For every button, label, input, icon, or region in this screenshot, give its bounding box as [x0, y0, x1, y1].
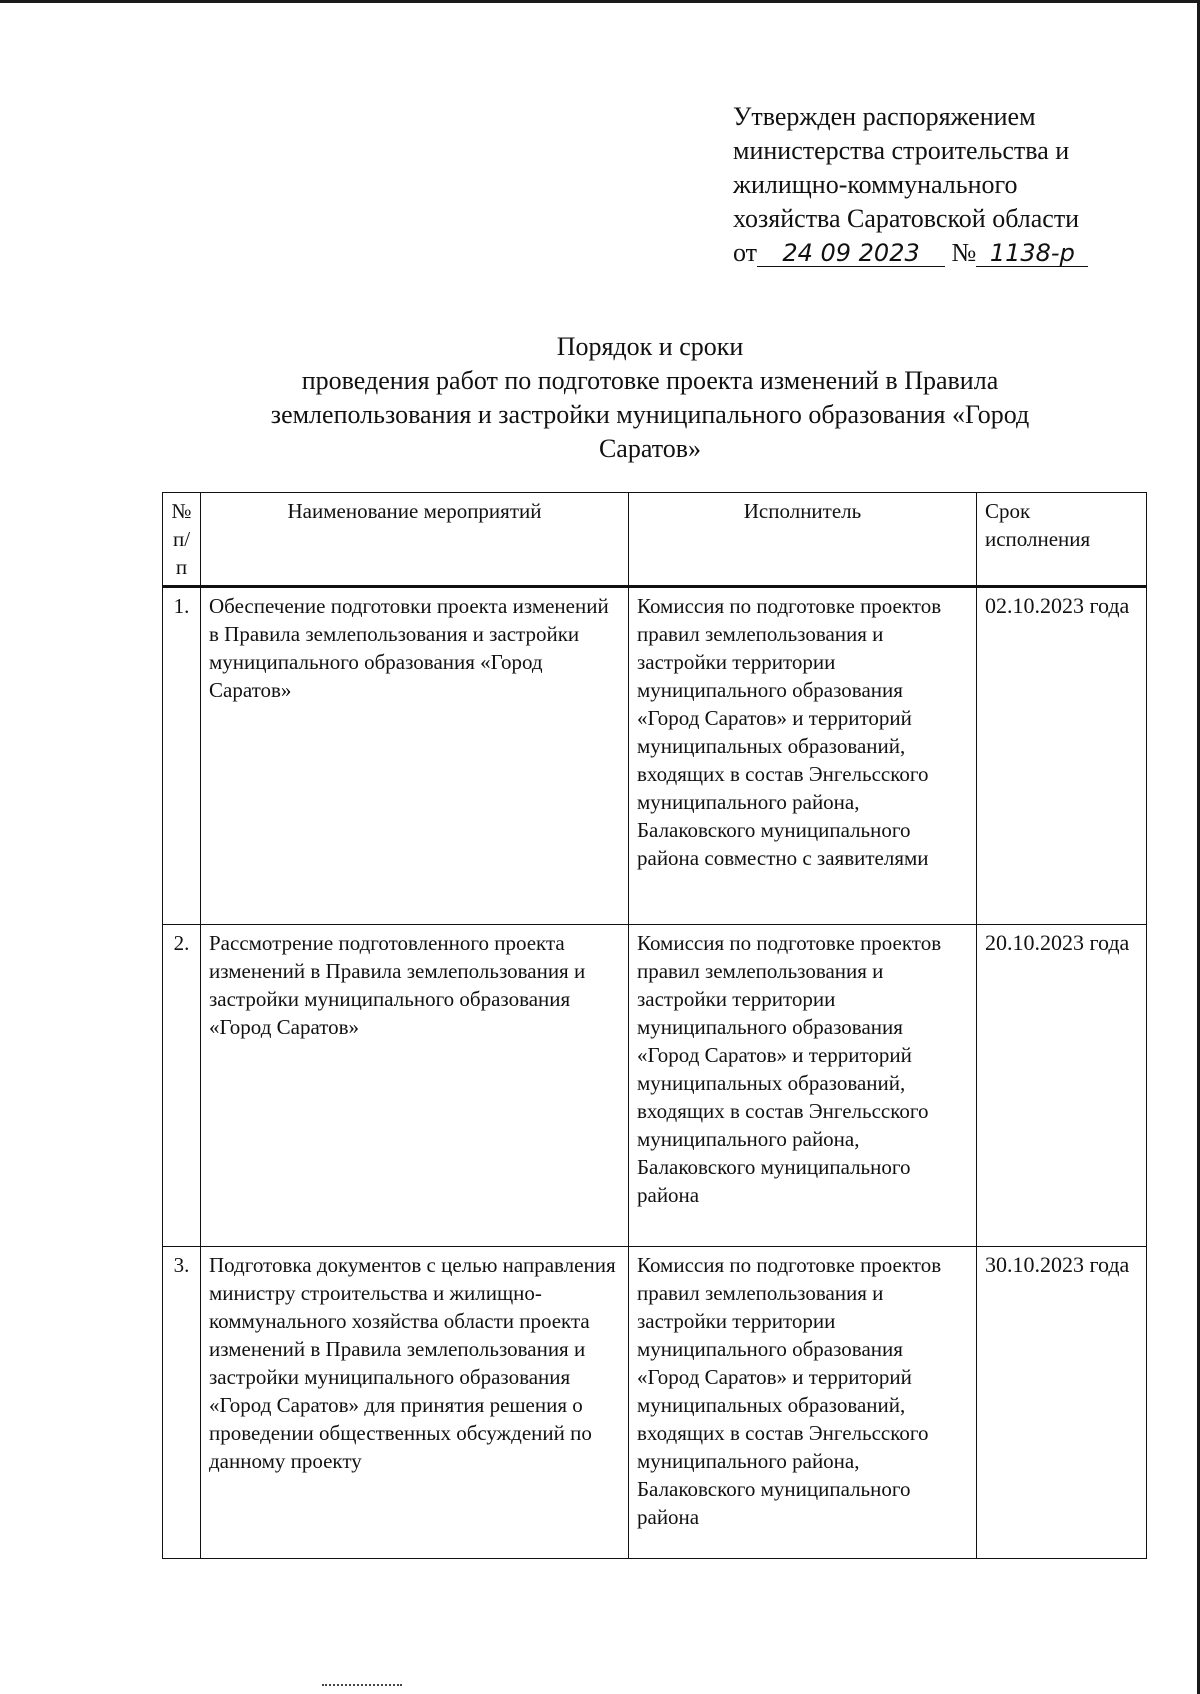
approval-line: министерства строительства и [733, 136, 1070, 165]
row-number: 1. [163, 587, 201, 925]
row-activity: Рассмотрение подготовленного проекта изменений в Правила землепользования и застройки муниципального образования «Город Саратов» [201, 925, 629, 1247]
row-deadline: 30.10.2023 года [977, 1247, 1147, 1559]
approval-line: Утвержден распоряжением [733, 102, 1036, 131]
document-title [200, 330, 1100, 466]
title-line: Саратов» [598, 434, 702, 463]
table-row [163, 587, 1147, 925]
row-activity: Обеспечение подготовки проекта изменений в Правила землепользования и застройки муниципального образования «Город Саратов» [201, 587, 629, 925]
row-executor: Комиссия по подготовке проектов правил землепользования и застройки территории муниципального образования «Город Саратов» и территорий муниципальных образований, входящих в состав Энгельсского муниципального района, Балаковского муниципального района совместно с заявителями [629, 587, 977, 925]
schedule-table [162, 492, 1147, 1559]
title-line: проведения работ по подготовке проекта изменений в Правила [301, 366, 999, 395]
row-deadline: 02.10.2023 года [977, 587, 1147, 925]
approval-block [733, 100, 1173, 270]
header-executor: Исполнитель [629, 493, 977, 587]
row-executor: Комиссия по подготовке проектов правил землепользования и застройки территории муниципального образования «Город Саратов» и территорий муниципальных образований, входящих в состав Энгельсского муниципального района, Балаковского муниципального района [629, 925, 977, 1247]
date-prefix: от [733, 238, 758, 267]
title-line: землепользования и застройки муниципального образования «Город [270, 400, 1030, 429]
table-row [163, 1247, 1147, 1559]
table-row [163, 925, 1147, 1247]
row-executor: Комиссия по подготовке проектов правил землепользования и застройки территории муниципального образования «Город Саратов» и территорий муниципальных образований, входящих в состав Энгельсского муниципального района, Балаковского муниципального района [629, 1247, 977, 1559]
approval-line: жилищно-коммунального [733, 170, 1018, 199]
row-deadline: 20.10.2023 года [977, 925, 1147, 1247]
header-activity: Наименование мероприятий [201, 493, 629, 587]
header-deadline: Срок исполнения [977, 493, 1147, 587]
title-line: Порядок и сроки [556, 332, 744, 361]
row-activity: Подготовка документов с целью направления министру строительства и жилищно-коммунального хозяйства области проекта изменений в Правила землепользования и застройки муниципального образования «Город Саратов» для принятия решения о проведении общественных обсуждений по данному проекту [201, 1247, 629, 1559]
table-header-row [163, 493, 1147, 587]
approval-date-number-line [733, 236, 1173, 270]
row-number: 2. [163, 925, 201, 1247]
number-prefix: № [951, 238, 977, 267]
scan-border-top [0, 0, 1200, 3]
approval-line: хозяйства Саратовской области [733, 204, 1080, 233]
scan-artifact [322, 1684, 402, 1690]
row-number: 3. [163, 1247, 201, 1559]
header-number: № п/п [163, 493, 201, 587]
handwritten-number: 1138-р [976, 240, 1088, 267]
handwritten-date: 24 09 2023 [757, 240, 945, 267]
